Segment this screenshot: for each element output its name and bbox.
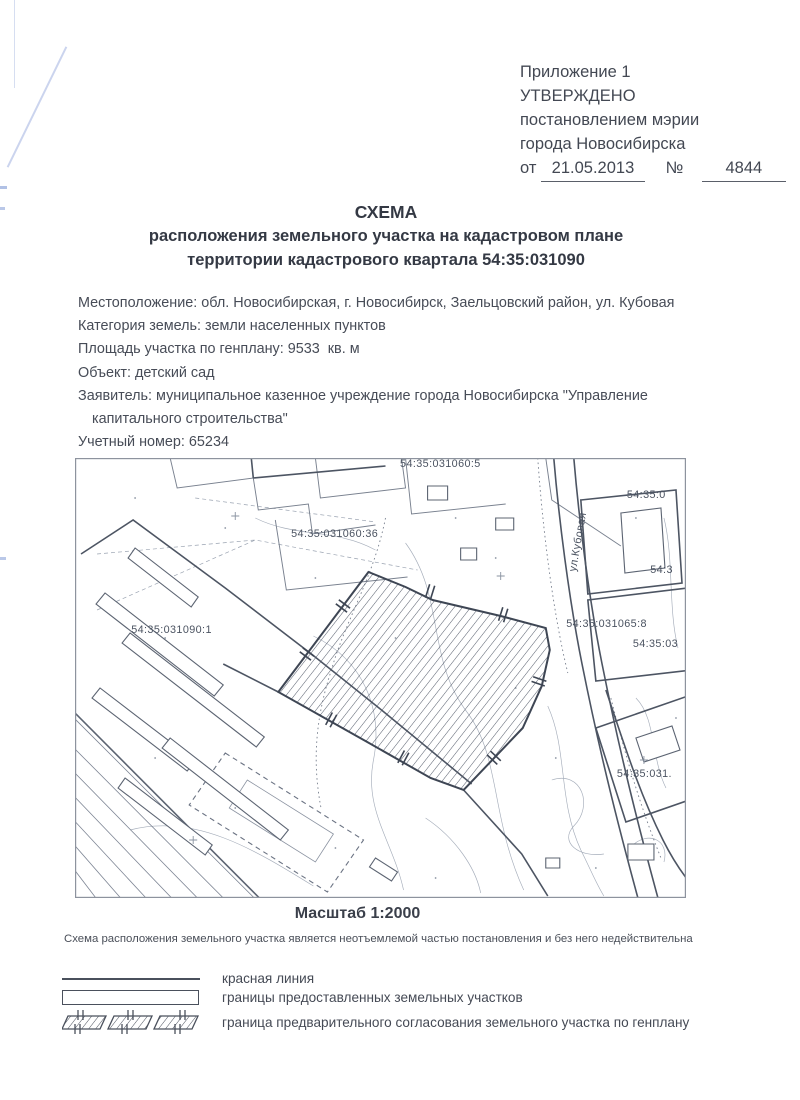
scan-artifact-mark [0, 186, 7, 189]
cadastral-number-label: 54:35:0 [626, 488, 666, 501]
target-parcel-hatched-area [278, 572, 549, 790]
genplan-agreement-boundary-symbol [62, 1009, 200, 1035]
detail-line: Учетный номер: 65234 [78, 434, 229, 451]
detail-line: Местоположение: обл. Новосибирская, г. Новосибирск, Заельцовский район, ул. Кубовая [78, 295, 675, 311]
street-name-label: ул.Кубовая [566, 511, 589, 573]
legend-item [62, 971, 689, 986]
appendix-label: Приложение 1 [520, 63, 631, 81]
legend-label: границы предоставленных земельных участков [222, 990, 523, 1005]
cadastral-number-label: 54:35:031. [616, 767, 672, 780]
granted-parcels-boundary-symbol [62, 990, 199, 1005]
title-line2: расположения земельного участка на кадастровом плане [148, 227, 624, 245]
cadastral-map-drawing [75, 458, 686, 898]
cadastral-number-label: 54:35:031060:5 [400, 458, 481, 470]
scan-artifact-line [7, 46, 68, 167]
approval-date: 21.05.2013 [541, 156, 645, 182]
detail-line: Объект: детский сад [78, 364, 215, 381]
red-line-symbol [62, 978, 200, 980]
legend-label: граница предварительного согласования земельного участка по генплану [222, 1014, 690, 1030]
approval-stamp-block [520, 60, 786, 182]
scan-artifact-line [14, 0, 15, 88]
parcel-details [78, 292, 674, 478]
approved-by-line1: постановлением мэрии [520, 111, 700, 129]
legend-symbol [62, 990, 222, 1005]
validity-note: Схема расположения земельного участка является неотъемлемой частью постановления и без него недействительна [64, 933, 693, 945]
legend-item [62, 1009, 689, 1035]
map-legend [62, 971, 689, 1039]
date-prefix: от [520, 159, 537, 177]
cadastral-number-label: 54:35:03 [632, 637, 679, 650]
cadastral-map [75, 458, 686, 898]
cadastral-number-label: 54:35:031060:36 [291, 528, 379, 541]
detail-line: Площадь участка по генплану: 9533 кв. м [78, 341, 360, 358]
number-sign: № [665, 159, 684, 177]
legend-symbol [62, 1009, 222, 1035]
legend-symbol [62, 978, 222, 980]
detail-line: Заявитель: муниципальное казенное учреждение города Новосибирска "Управление [78, 387, 648, 404]
scan-artifact-mark [0, 557, 6, 560]
approved-by-line2: города Новосибирска [520, 135, 686, 153]
legend-label: красная линия [222, 971, 315, 986]
detail-line: капитального строительства" [92, 411, 288, 428]
map-scale-label: Масштаб 1:2000 [294, 905, 421, 922]
approval-number: 4844 [702, 156, 786, 182]
legend-item [62, 990, 689, 1005]
approved-label: УТВЕРЖДЕНО [520, 87, 636, 105]
document-title [0, 200, 772, 272]
cadastral-number-label: 54:35:031065:8 [566, 618, 647, 631]
detail-line: Категория земель: земли населенных пунктов [78, 318, 386, 335]
cadastral-number-label: 54:3 [650, 564, 673, 577]
cadastral-number-label: 54:35:031090:1 [131, 623, 212, 636]
title-line1: СХЕМА [354, 202, 418, 222]
title-line3: территории кадастрового квартала 54:35:031090 [187, 250, 585, 269]
date-number-line [520, 156, 786, 182]
